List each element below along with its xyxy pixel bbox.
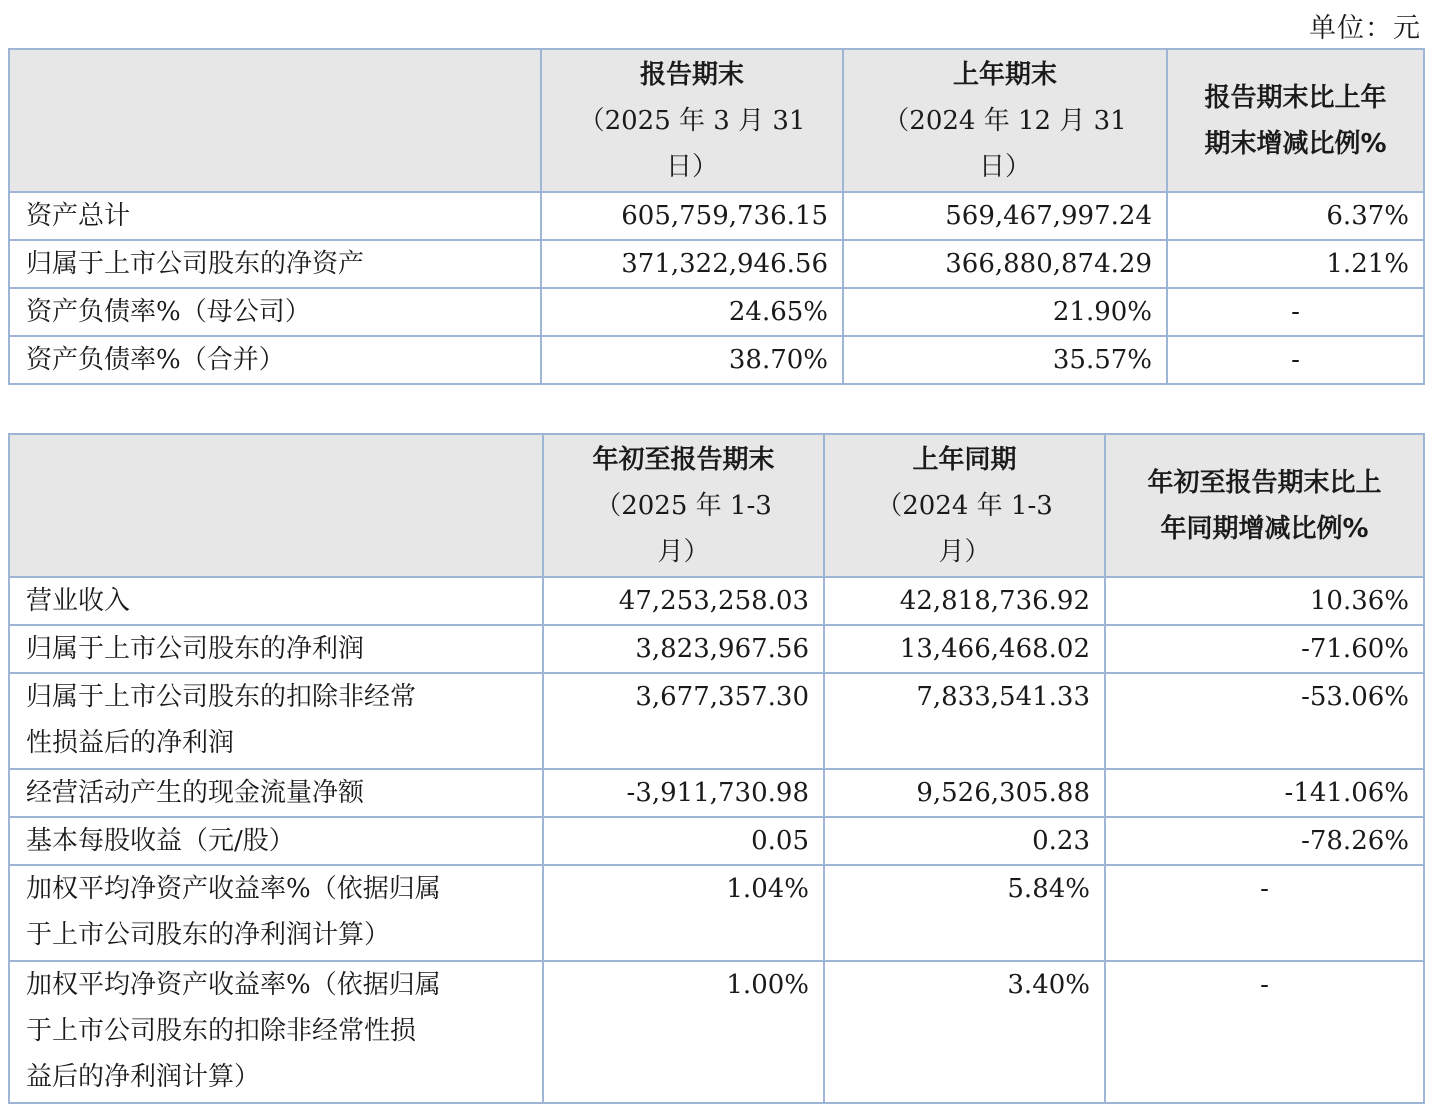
table-header-row	[9, 434, 1424, 577]
value-cell: 371,322,946.56	[541, 240, 843, 288]
row-label-line: 经营活动产生的现金流量净额	[26, 778, 365, 808]
row-label	[9, 961, 543, 1103]
row-label: 资产总计	[9, 192, 541, 240]
change-cell: -53.06%	[1105, 673, 1424, 769]
header-line: 上年同期	[912, 444, 1017, 475]
row-label-line: 加权平均净资产收益率%（依据归属	[26, 874, 441, 904]
header-line: （2024 年 12 月 31	[883, 105, 1127, 136]
header-line: 月）	[657, 536, 710, 567]
balance-sheet-table	[8, 48, 1425, 385]
row-label: 归属于上市公司股东的净资产	[9, 240, 541, 288]
header-cell-ytd	[543, 434, 824, 577]
header-line: 上年期末	[952, 59, 1057, 90]
value-cell: 47,253,258.03	[543, 577, 824, 625]
header-cell-period-end	[541, 49, 843, 192]
value-cell: 1.00%	[543, 961, 824, 1103]
value-cell: 1.04%	[543, 865, 824, 961]
value-cell: 605,759,736.15	[541, 192, 843, 240]
value-cell: 9,526,305.88	[824, 769, 1105, 817]
row-label-line: 加权平均净资产收益率%（依据归属	[26, 970, 441, 1000]
table-row	[9, 336, 1424, 384]
header-cell-blank	[9, 49, 541, 192]
change-cell: 6.37%	[1167, 192, 1424, 240]
table-row	[9, 769, 1424, 817]
table-row	[9, 961, 1424, 1103]
header-line: 年同期增减比例%	[1160, 513, 1369, 544]
row-label	[9, 577, 543, 625]
change-cell: -	[1105, 865, 1424, 961]
header-cell-same-period-last-year	[824, 434, 1105, 577]
value-cell: 569,467,997.24	[843, 192, 1167, 240]
value-cell: 3.40%	[824, 961, 1105, 1103]
value-cell: 13,466,468.02	[824, 625, 1105, 673]
header-line: 年初至报告期末比上	[1147, 467, 1382, 498]
table-row	[9, 240, 1424, 288]
value-cell: 21.90%	[843, 288, 1167, 336]
header-line: （2025 年 3 月 31	[578, 105, 806, 136]
header-line: 日）	[665, 151, 718, 182]
change-cell: 1.21%	[1167, 240, 1424, 288]
row-label	[9, 769, 543, 817]
change-cell: -141.06%	[1105, 769, 1424, 817]
header-line: 期末增减比例%	[1204, 128, 1387, 159]
header-line: 报告期末比上年	[1204, 82, 1387, 113]
header-line: 月）	[938, 536, 991, 567]
row-label-line: 于上市公司股东的净利润计算）	[26, 920, 391, 950]
table-row	[9, 865, 1424, 961]
header-cell-prior-year-end	[843, 49, 1167, 192]
table-header-row	[9, 49, 1424, 192]
change-cell: -78.26%	[1105, 817, 1424, 865]
change-cell: -	[1167, 336, 1424, 384]
row-label-line: 归属于上市公司股东的扣除非经常	[26, 682, 417, 712]
header-cell-change-pct	[1105, 434, 1424, 577]
value-cell: 7,833,541.33	[824, 673, 1105, 769]
row-label	[9, 865, 543, 961]
value-cell: 0.23	[824, 817, 1105, 865]
change-cell: 10.36%	[1105, 577, 1424, 625]
change-cell: -	[1167, 288, 1424, 336]
value-cell: -3,911,730.98	[543, 769, 824, 817]
row-label-line: 归属于上市公司股东的净利润	[26, 634, 365, 664]
unit-label: 单位：元	[1309, 13, 1421, 44]
income-statement-table	[8, 433, 1425, 1104]
value-cell: 38.70%	[541, 336, 843, 384]
row-label-line: 益后的净利润计算）	[26, 1062, 261, 1092]
row-label: 资产负债率%（合并）	[9, 336, 541, 384]
row-label	[9, 625, 543, 673]
table-row	[9, 817, 1424, 865]
row-label	[9, 673, 543, 769]
value-cell: 3,677,357.30	[543, 673, 824, 769]
header-cell-change-pct	[1167, 49, 1424, 192]
table-row	[9, 625, 1424, 673]
value-cell: 3,823,967.56	[543, 625, 824, 673]
value-cell: 24.65%	[541, 288, 843, 336]
row-label-line: 性损益后的净利润	[26, 728, 235, 758]
header-cell-blank	[9, 434, 543, 577]
change-cell: -71.60%	[1105, 625, 1424, 673]
table-row	[9, 288, 1424, 336]
header-line: 年初至报告期末	[592, 444, 775, 475]
value-cell: 366,880,874.29	[843, 240, 1167, 288]
row-label: 资产负债率%（母公司）	[9, 288, 541, 336]
header-line: （2025 年 1-3	[595, 490, 772, 521]
table-row	[9, 192, 1424, 240]
change-cell: -	[1105, 961, 1424, 1103]
row-label-line: 营业收入	[26, 586, 131, 616]
header-line: 报告期末	[639, 59, 744, 90]
header-line: 日）	[978, 151, 1031, 182]
value-cell: 35.57%	[843, 336, 1167, 384]
table-row	[9, 673, 1424, 769]
row-label-line: 于上市公司股东的扣除非经常性损	[26, 1016, 417, 1046]
header-line: （2024 年 1-3	[876, 490, 1053, 521]
value-cell: 5.84%	[824, 865, 1105, 961]
row-label	[9, 817, 543, 865]
table-row	[9, 577, 1424, 625]
row-label-line: 基本每股收益（元/股）	[26, 826, 295, 856]
value-cell: 0.05	[543, 817, 824, 865]
value-cell: 42,818,736.92	[824, 577, 1105, 625]
